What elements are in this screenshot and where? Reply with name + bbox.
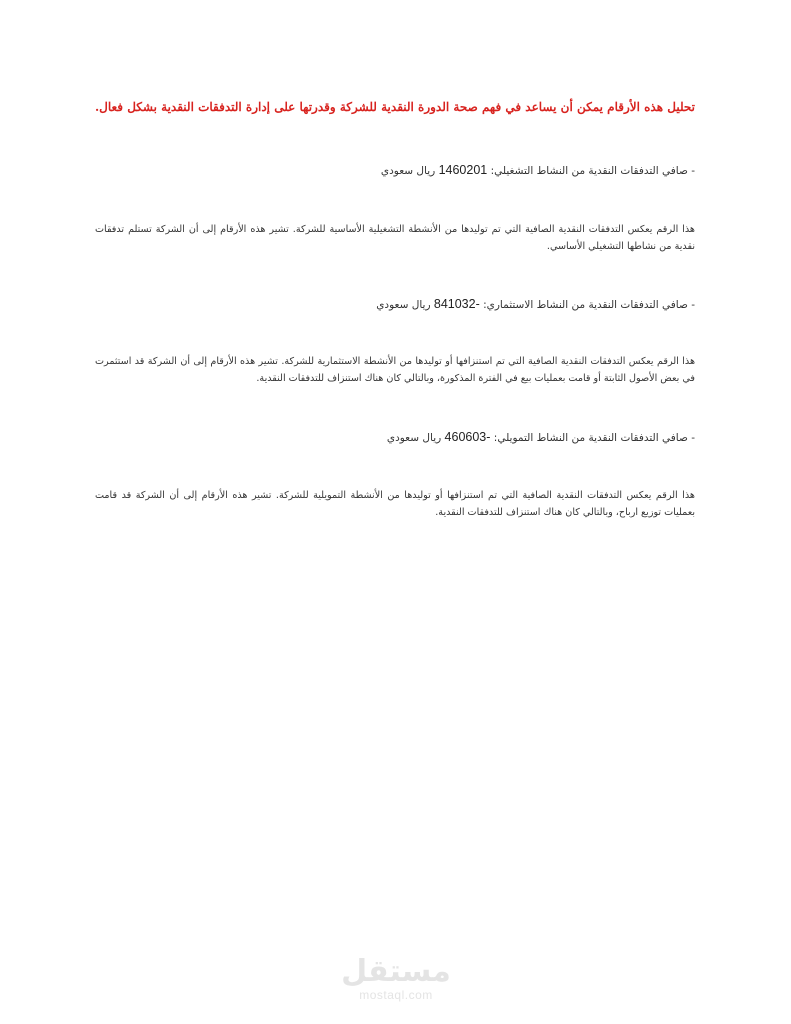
item-unit: ريال سعودي (386, 432, 442, 444)
investing-cashflow-line (376, 296, 695, 313)
item-label: - صافي التدفقات النقدية من النشاط التشغيلي: (490, 165, 695, 177)
item-unit: ريال سعودي (380, 165, 436, 177)
document-heading: تحليل هذه الأرقام يمكن أن يساعد في فهم صحة الدورة النقدية للشركة وقدرتها على إدارة التدفقات النقدية بشكل فعال. (94, 100, 695, 114)
item-label: - صافي التدفقات النقدية من النشاط التمويلي: (493, 432, 695, 444)
watermark-url: mostaql.com (359, 988, 433, 1002)
operating-cashflow-line (381, 162, 695, 179)
item-unit: ريال سعودي (376, 299, 431, 311)
item-value: -460603 (444, 430, 491, 444)
investing-cashflow-description: هذا الرقم يعكس التدفقات النقدية الصافية التي تم استنزافها أو توليدها من الأنشطة الاستثمارية للشركة. تشير هذه الأرقام إلى أن الشركة قد استثمرت في بعض الأصول الثابتة أو قامت بعمليات بيع في الفترة المذكورة، وبالتالي كان هناك استنزاف للتدفقات النقدية. (95, 356, 695, 384)
item-value: 1460201 (438, 163, 488, 177)
mostaql-watermark (336, 955, 456, 1001)
operating-cashflow-description: هذا الرقم يعكس التدفقات النقدية الصافية التي تم توليدها من الأنشطة التشغيلية الأساسية للشركة. تشير هذه الأرقام إلى أن الشركة تستلم تدفقات نقدية من نشاطها التشغيلي الأساسي. (95, 224, 695, 252)
item-label: - صافي التدفقات النقدية من النشاط الاستثماري: (483, 299, 695, 311)
item-value: -841032 (433, 297, 480, 311)
financing-cashflow-line (387, 429, 695, 446)
financing-cashflow-description: هذا الرقم يعكس التدفقات النقدية الصافية التي تم استنزافها أو توليدها من الأنشطة التمويلية للشركة. تشير هذه الأرقام إلى أن الشركة قد قامت بعمليات توزيع ارباح، وبالتالي كان هناك استنزاف للتدفقات النقدية. (95, 490, 695, 518)
watermark-logo: مستقل (341, 954, 451, 989)
